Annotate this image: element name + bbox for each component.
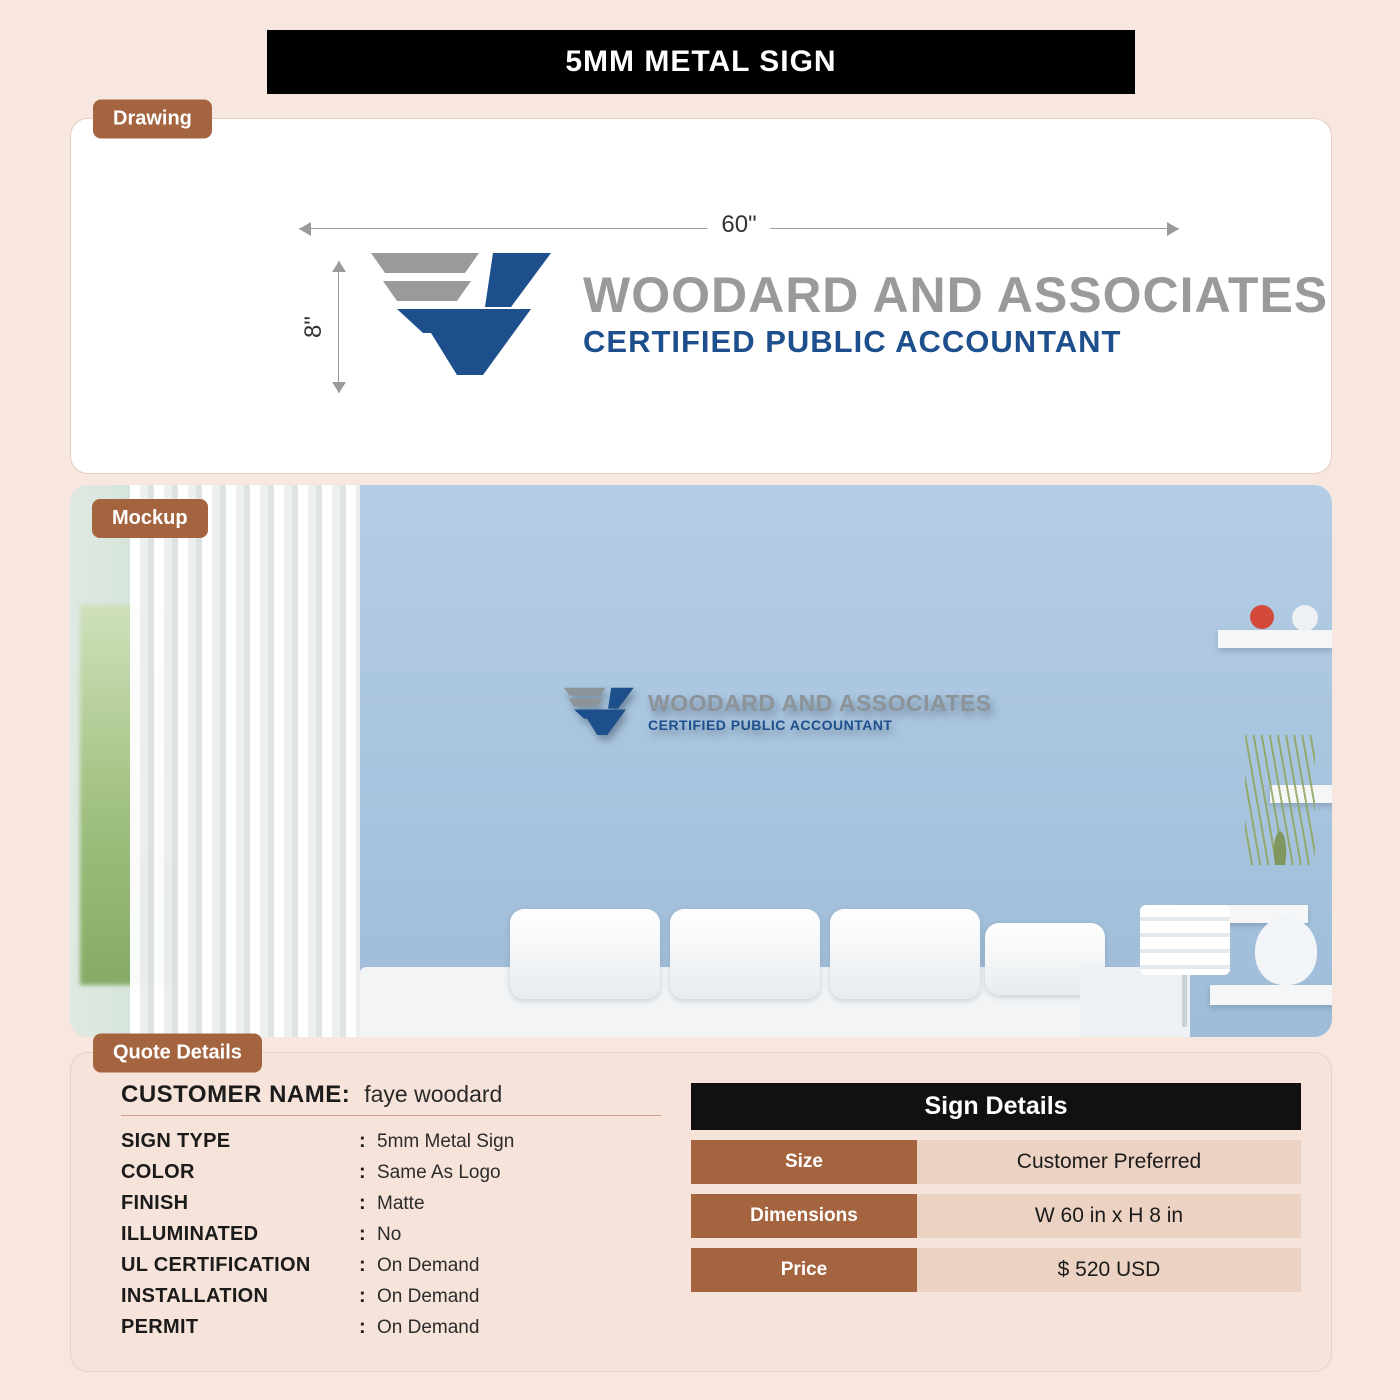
width-dimension bbox=[299, 211, 1179, 241]
spec-value: Same As Logo bbox=[377, 1162, 501, 1183]
width-label: 60" bbox=[707, 211, 770, 239]
spec-row bbox=[121, 1316, 1303, 1347]
spec-value: On Demand bbox=[377, 1317, 480, 1338]
vase bbox=[1255, 917, 1317, 985]
table-cell-label: Size bbox=[691, 1140, 917, 1184]
side-table bbox=[1080, 967, 1190, 1037]
mockup-scene bbox=[70, 485, 1332, 1037]
spec-colon: : bbox=[359, 1192, 366, 1214]
cushion bbox=[510, 909, 660, 999]
spec-key: COLOR bbox=[121, 1161, 195, 1183]
mounted-sign-text bbox=[648, 690, 992, 733]
logo-company-name: WOODARD AND ASSOCIATES bbox=[583, 266, 1329, 323]
table-row bbox=[691, 1140, 1301, 1184]
table-row bbox=[691, 1248, 1301, 1292]
mounted-sign bbox=[560, 685, 992, 737]
customer-name-row bbox=[121, 1081, 661, 1116]
mounted-sign-line2: CERTIFIED PUBLIC ACCOUNTANT bbox=[648, 716, 893, 733]
lamp-stem bbox=[1182, 972, 1187, 1027]
sign-artwork bbox=[361, 249, 1328, 377]
spec-key: INSTALLATION bbox=[121, 1285, 269, 1307]
spec-value: No bbox=[377, 1224, 402, 1245]
shelf bbox=[1218, 630, 1332, 648]
spec-key: UL CERTIFICATION bbox=[121, 1254, 311, 1276]
table-row bbox=[691, 1194, 1301, 1238]
spec-value: Matte bbox=[377, 1193, 425, 1214]
table-cell-value: W 60 in x H 8 in bbox=[917, 1194, 1301, 1238]
spec-key: FINISH bbox=[121, 1192, 189, 1214]
spec-colon: : bbox=[359, 1254, 366, 1276]
sign-details-table bbox=[691, 1083, 1301, 1292]
spec-value: On Demand bbox=[377, 1255, 480, 1276]
plant bbox=[1245, 735, 1315, 865]
drawing-canvas bbox=[71, 119, 1331, 473]
spec-colon: : bbox=[359, 1285, 366, 1307]
height-label: 8" bbox=[298, 310, 330, 344]
page-header bbox=[267, 30, 1135, 94]
quote-details-tab: Quote Details bbox=[93, 1034, 262, 1073]
table-cell-label: Dimensions bbox=[691, 1194, 917, 1238]
arrow-left-icon bbox=[299, 222, 311, 236]
page-title: 5MM METAL SIGN bbox=[565, 45, 837, 78]
mounted-sign-line1: WOODARD AND ASSOCIATES bbox=[648, 689, 992, 716]
spec-value: On Demand bbox=[377, 1286, 480, 1307]
decor-ball bbox=[1250, 605, 1274, 629]
mockup-card bbox=[70, 485, 1332, 1037]
spec-key: PERMIT bbox=[121, 1316, 199, 1338]
cushion bbox=[830, 909, 980, 999]
arrow-down-icon bbox=[332, 382, 346, 393]
arrow-up-icon bbox=[332, 261, 346, 272]
table-cell-label: Price bbox=[691, 1248, 917, 1292]
company-logo-icon bbox=[560, 685, 636, 737]
drawing-tab: Drawing bbox=[93, 100, 212, 139]
spec-colon: : bbox=[359, 1161, 366, 1183]
customer-name-label: CUSTOMER NAME: bbox=[121, 1081, 351, 1108]
decor-ball bbox=[1292, 605, 1318, 631]
spec-colon: : bbox=[359, 1316, 366, 1338]
table-cell-value: Customer Preferred bbox=[917, 1140, 1301, 1184]
height-dimension bbox=[299, 261, 359, 393]
lamp-shade bbox=[1140, 905, 1230, 975]
spec-colon: : bbox=[359, 1130, 366, 1152]
table-cell-value: $ 520 USD bbox=[917, 1248, 1301, 1292]
spec-value: 5mm Metal Sign bbox=[377, 1131, 515, 1152]
logo-tagline: CERTIFIED PUBLIC ACCOUNTANT bbox=[583, 323, 1122, 359]
cushion bbox=[670, 909, 820, 999]
company-logo-icon bbox=[361, 249, 557, 377]
shelf bbox=[1210, 985, 1332, 1005]
spec-colon: : bbox=[359, 1223, 366, 1245]
quote-details-card bbox=[70, 1041, 1332, 1372]
sign-details-title: Sign Details bbox=[691, 1083, 1301, 1130]
logo-text bbox=[583, 266, 1329, 359]
customer-name-value: faye woodard bbox=[364, 1081, 503, 1107]
spec-key: SIGN TYPE bbox=[121, 1130, 231, 1152]
spec-key: ILLUMINATED bbox=[121, 1223, 259, 1245]
drawing-card bbox=[70, 107, 1332, 474]
mockup-tab: Mockup bbox=[92, 499, 208, 538]
curtain bbox=[130, 485, 360, 1037]
arrow-right-icon bbox=[1167, 222, 1179, 236]
